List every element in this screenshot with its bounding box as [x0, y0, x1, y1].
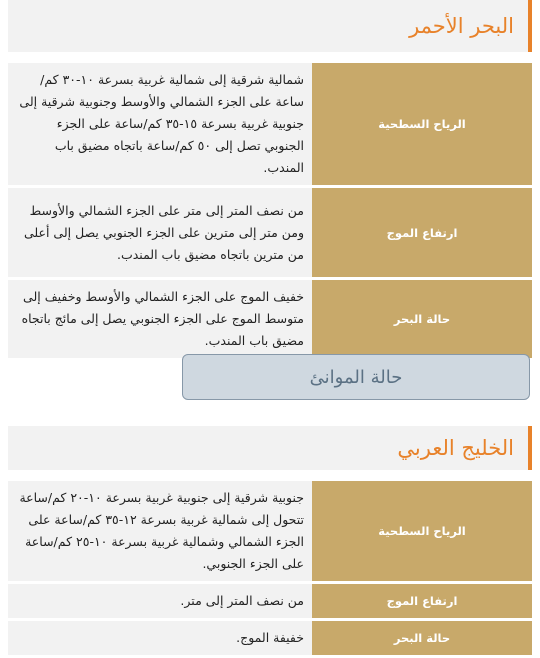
wave-height-value: من نصف المتر إلى متر. [8, 584, 312, 618]
wave-height-label: ارتفاع الموج [312, 188, 532, 277]
surface-winds-value: شمالية شرقية إلى شمالية غربية بسرعة ١٠-٣٠ كم/ساعة على الجزء الشمالي والأوسط وجنوبية شرقية إلى جنوبية غربية بسرعة ١٥-٣٥ كم/ساعة على الجزء الجنوبي تصل إلى ٥٠ كم/ساعة باتجاه مضيق باب المندب. [8, 63, 312, 185]
table-row [8, 63, 532, 185]
red-sea-title: البحر الأحمر [409, 14, 514, 38]
sea-state-value: خفيفة الموج. [8, 621, 312, 655]
table-row [8, 280, 532, 358]
red-sea-table [8, 60, 532, 361]
table-row [8, 584, 532, 618]
arabian-gulf-header [8, 426, 532, 470]
sea-state-label: حالة البحر [312, 280, 532, 358]
sea-state-label: حالة البحر [312, 621, 532, 655]
surface-winds-label: الرياح السطحية [312, 481, 532, 581]
red-sea-header [8, 0, 532, 52]
wave-height-label: ارتفاع الموج [312, 584, 532, 618]
surface-winds-value: جنوبية شرقية إلى جنوبية غربية بسرعة ١٠-٢٠ كم/ساعة تتحول إلى شمالية غربية بسرعة ١٢-٣٥ كم/ساعة على الجزء الشمالي وشمالية غربية بسرعة ١٠-٢٥ كم/ساعة على الجزء الجنوبي. [8, 481, 312, 581]
table-row [8, 188, 532, 277]
ports-status-button[interactable]: حالة الموانئ [182, 354, 530, 400]
arabian-gulf-table [8, 478, 532, 658]
arabian-gulf-title: الخليج العربي [397, 436, 514, 460]
surface-winds-label: الرياح السطحية [312, 63, 532, 185]
table-row [8, 621, 532, 655]
table-row [8, 481, 532, 581]
sea-state-value: خفيف الموج على الجزء الشمالي والأوسط وخفيف إلى متوسط الموج على الجزء الجنوبي يصل إلى مائج باتجاه مضيق باب المندب. [8, 280, 312, 358]
wave-height-value: من نصف المتر إلى متر على الجزء الشمالي والأوسط ومن متر إلى مترين على الجزء الجنوبي يصل إلى أعلى من مترين باتجاه مضيق باب المندب. [8, 188, 312, 277]
